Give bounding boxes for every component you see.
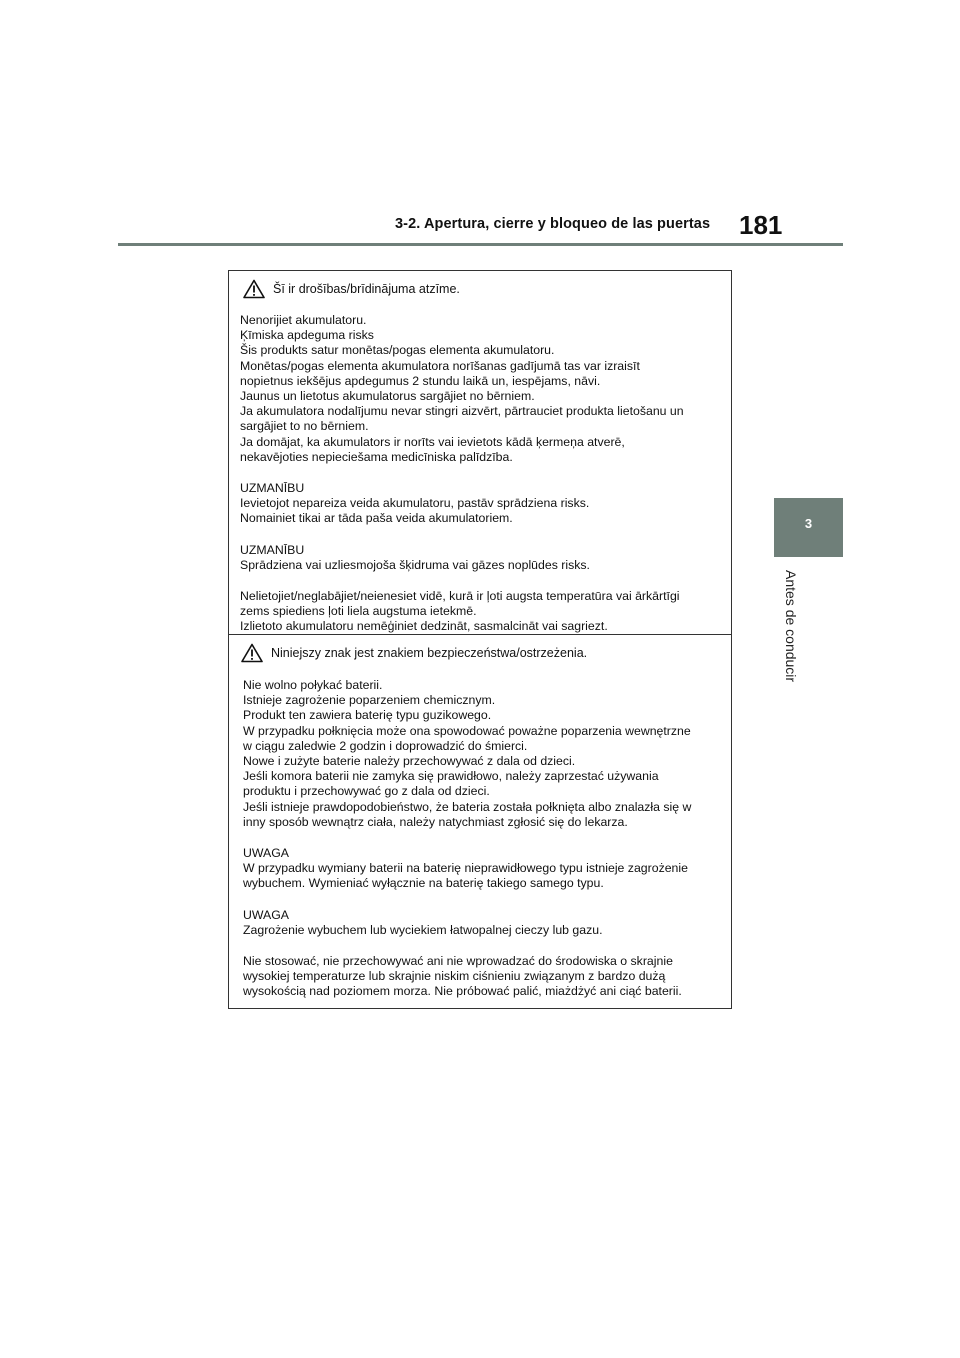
text-line: nopietnus iekšējus apdegumus 2 stundu laikā un, iespējams, nāvi. bbox=[240, 373, 601, 388]
text-line: Nenorijiet akumulatoru. bbox=[240, 313, 367, 327]
text-line: Ja domājat, ka akumulators ir norīts vai ievietots kādā ķermeņa atverē, bbox=[240, 434, 625, 449]
text-line: W przypadku wymiany baterii na baterię nieprawidłowego typu istnieje zagrożenie bbox=[243, 861, 688, 876]
section-title: 3-2. Apertura, cierre y bloqueo de las puertas bbox=[395, 216, 711, 232]
text-line: Jaunus un lietotus akumulatorus sargājiet no bērniem. bbox=[240, 389, 535, 404]
warning-paragraph bbox=[240, 543, 725, 573]
header-rule bbox=[118, 243, 843, 246]
chapter-number: 3 bbox=[804, 516, 813, 531]
warning-heading-row bbox=[241, 643, 587, 663]
text-line: UWAGA bbox=[243, 907, 289, 922]
text-line: Ievietojot nepareiza veida akumulatoru, pastāv sprādziena risks. bbox=[240, 496, 590, 511]
text-line: wysokością nad poziomem morza. Nie próbować palić, miażdżyć ani ciąć baterii. bbox=[243, 984, 682, 999]
chapter-label-wrap bbox=[783, 570, 803, 685]
text-line: Monētas/pogas elementa akumulatora norīšanas gadījumā tas var izraisīt bbox=[240, 358, 640, 373]
warning-heading: Šī ir drošības/brīdinājuma atzīme. bbox=[273, 282, 460, 296]
text-line: W przypadku połknięcia może ona spowodować poważne poparzenia wewnętrzne bbox=[243, 723, 691, 738]
text-line: Nowe i zużyte baterie należy przechowywać z dala od dzieci. bbox=[243, 754, 576, 769]
warning-body bbox=[243, 678, 725, 1016]
text-line: Produkt ten zawiera baterię typu guzikowego. bbox=[243, 708, 492, 723]
warning-triangle-icon bbox=[241, 643, 263, 663]
text-line: Šis produkts satur monētas/pogas elementa akumulatoru. bbox=[240, 343, 555, 358]
text-line: UWAGA bbox=[243, 846, 289, 861]
text-line: wysokiej temperaturze lub skrajnie niskim ciśnieniu związanym z bardzo dużą bbox=[243, 969, 666, 984]
warning-box-latvian bbox=[228, 270, 732, 635]
text-line: w ciągu zaledwie 2 godzin i doprowadzić do śmierci. bbox=[243, 738, 528, 753]
text-line: Jeśli komora baterii nie zamyka się prawidłowo, należy zaprzestać używania bbox=[243, 769, 659, 784]
text-line: produktu i przechowywać go z dala od dzieci. bbox=[243, 784, 490, 799]
warning-heading-row bbox=[243, 279, 460, 299]
text-line: Izlietoto akumulatoru nemēģiniet dedzināt, sasmalcināt vai sagriezt. bbox=[240, 619, 608, 634]
text-line: Nie wolno połykać baterii. bbox=[243, 678, 383, 692]
warning-heading: Niniejszy znak jest znakiem bezpieczeństwa/ostrzeżenia. bbox=[271, 646, 588, 660]
warning-paragraph bbox=[240, 589, 725, 635]
warning-paragraph bbox=[243, 954, 725, 1000]
text-line: zems spiediens ļoti liela augstuma ietekmē. bbox=[240, 604, 477, 619]
chapter-tab bbox=[774, 498, 843, 557]
text-line: UZMANĪBU bbox=[240, 542, 305, 557]
warning-triangle-icon bbox=[243, 279, 265, 299]
warning-body bbox=[240, 313, 725, 651]
chapter-label: Antes de conducir bbox=[783, 570, 799, 683]
text-line: Ja akumulatora nodalījumu nevar stingri aizvērt, pārtrauciet produkta lietošanu un bbox=[240, 404, 684, 419]
text-line: Nomainiet tikai ar tāda paša veida akumulatoriem. bbox=[240, 511, 513, 526]
text-line: UZMANĪBU bbox=[240, 481, 305, 496]
warning-box-polish bbox=[228, 634, 732, 1009]
text-line: Ķīmiska apdeguma risks bbox=[240, 328, 374, 343]
text-line: sargājiet to no bērniem. bbox=[240, 419, 369, 434]
text-line: Nie stosować, nie przechowywać ani nie wprowadzać do środowiska o skrajnie bbox=[243, 954, 673, 969]
text-line: Istnieje zagrożenie poparzeniem chemicznym. bbox=[243, 693, 496, 708]
text-line: wybuchem. Wymieniać wyłącznie na baterię takiego samego typu. bbox=[243, 876, 604, 891]
warning-paragraph bbox=[243, 846, 725, 892]
warning-paragraph bbox=[240, 481, 725, 527]
text-line: Zagrożenie wybuchem lub wyciekiem łatwopalnej cieczy lub gazu. bbox=[243, 922, 603, 937]
warning-paragraph bbox=[243, 678, 725, 830]
text-line: Sprādziena vai uzliesmojoša šķidruma vai gāzes noplūdes risks. bbox=[240, 557, 590, 572]
warning-paragraph bbox=[243, 908, 725, 938]
text-line: Jeśli istnieje prawdopodobieństwo, że bateria została połknięta albo znalazła się w bbox=[243, 799, 692, 814]
text-line: nekavējoties nepieciešama medicīniska palīdzība. bbox=[240, 449, 513, 464]
text-line: inny sposób wewnątrz ciała, należy natychmiast zgłosić się do lekarza. bbox=[243, 814, 628, 829]
page-number: 181 bbox=[739, 210, 783, 240]
text-line: Nelietojiet/neglabājiet/neienesiet vidē, kurā ir ļoti augsta temperatūra vai ārkārtīgi bbox=[240, 589, 680, 604]
warning-paragraph bbox=[240, 313, 725, 465]
